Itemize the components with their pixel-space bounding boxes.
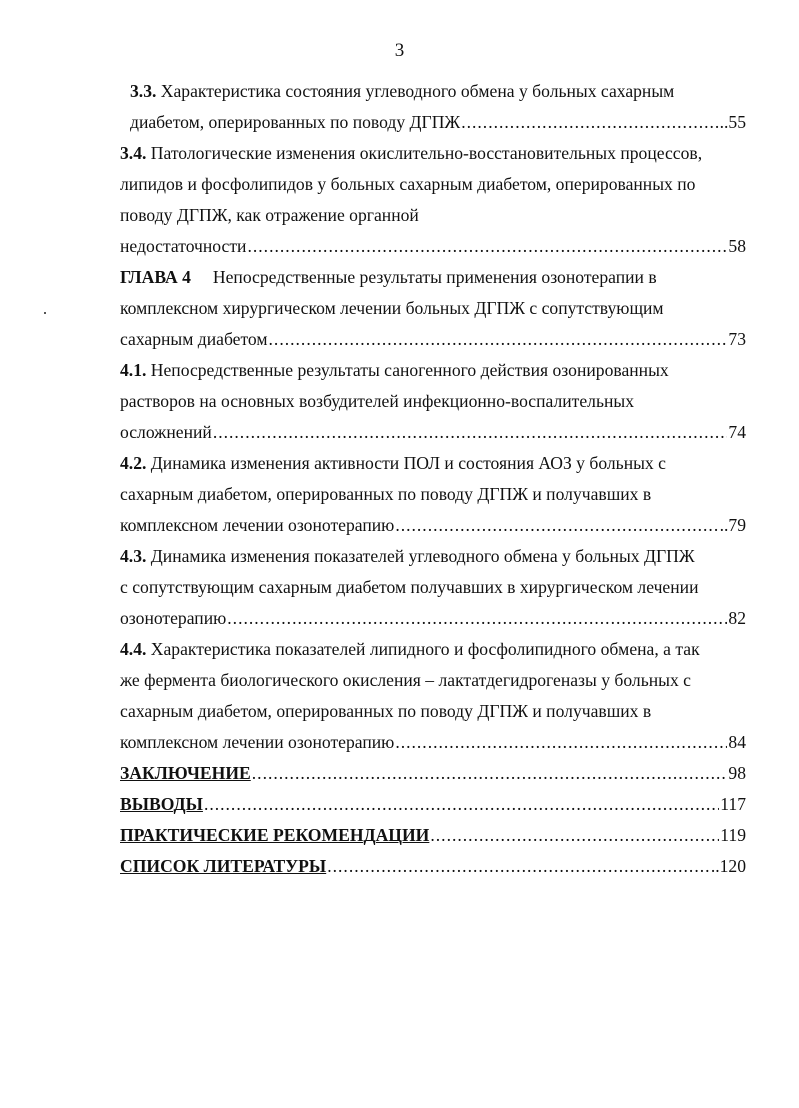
dot-leader xyxy=(327,851,710,882)
page-ref: 58 xyxy=(728,236,746,256)
section-title-line: комплексном лечении озонотерапию xyxy=(120,732,395,752)
section-title-line: сахарным диабетом, оперированных по поводу ДГПЖ и получавших в xyxy=(120,701,652,721)
section-title-line: же фермента биологического окисления – лактатдегидрогеназы у больных с xyxy=(120,670,691,690)
section-title-line: диабетом, оперированных по поводу ДГПЖ xyxy=(130,112,461,132)
section-title: СПИСОК ЛИТЕРАТУРЫ xyxy=(120,856,327,876)
scan-speck xyxy=(44,312,46,314)
section-title: ВЫВОДЫ xyxy=(120,794,203,814)
section-title-line: Динамика изменения активности ПОЛ и состояния АОЗ у больных с xyxy=(146,453,666,473)
section-title-line: Непосредственные результаты саногенного действия озонированных xyxy=(146,360,669,380)
dot-leader xyxy=(430,820,719,851)
section-title-line: растворов на основных возбудителей инфекционно-воспалительных xyxy=(120,391,635,411)
toc-entry-chapter-4[interactable] xyxy=(120,262,746,355)
section-title-line: озонотерапию xyxy=(120,608,227,628)
toc-entry-4-3[interactable] xyxy=(120,541,746,634)
section-title-line: липидов и фосфолипидов у больных сахарным диабетом, оперированных по xyxy=(120,174,696,194)
section-number: 3.4. xyxy=(120,143,147,163)
toc-entry-recommendations[interactable] xyxy=(120,820,746,851)
page-ref: 98 xyxy=(728,763,746,783)
section-number: 4.1. xyxy=(120,360,147,380)
toc-entry-references[interactable] xyxy=(120,851,746,882)
dot-leader xyxy=(252,758,728,789)
toc-entry-conclusion[interactable] xyxy=(120,758,746,789)
toc-entry-findings[interactable] xyxy=(120,789,746,820)
section-title-line: Характеристика показателей липидного и фосфолипидного обмена, а так xyxy=(146,639,700,659)
chapter-title-line: Непосредственные результаты применения озонотерапии в xyxy=(212,267,657,287)
section-title: ЗАКЛЮЧЕНИЕ xyxy=(120,763,251,783)
dot-leader xyxy=(247,231,727,262)
toc-entry-3-3[interactable] xyxy=(120,76,746,138)
dot-leader xyxy=(395,510,718,541)
page-ref: ..79 xyxy=(719,515,746,535)
page-ref: 119 xyxy=(720,825,746,845)
page-number: 3 xyxy=(394,40,405,61)
chapter-title-line: сахарным диабетом xyxy=(120,329,268,349)
section-title-line: Характеристика состояния углеводного обмена у больных сахарным xyxy=(156,81,675,101)
dot-leader xyxy=(227,603,727,634)
section-number: 4.3. xyxy=(120,546,147,566)
dot-leader xyxy=(213,417,728,448)
page-ref: 73 xyxy=(728,329,746,349)
section-title-line: осложнений xyxy=(120,422,212,442)
section-title-line: Динамика изменения показателей углеводного обмена у больных ДГПЖ xyxy=(146,546,695,566)
toc-entry-4-1[interactable] xyxy=(120,355,746,448)
page-ref: ..120 xyxy=(710,856,746,876)
section-title-line: комплексном лечении озонотерапию xyxy=(120,515,395,535)
toc-entry-4-4[interactable] xyxy=(120,634,746,758)
dot-leader xyxy=(395,727,727,758)
page-ref: 82 xyxy=(728,608,746,628)
toc-entry-3-4[interactable] xyxy=(120,138,746,262)
page-ref: 84 xyxy=(728,732,746,752)
section-title-line: недостаточности xyxy=(120,236,247,256)
chapter-title-line: комплексном хирургическом лечении больных ДГПЖ с сопутствующим xyxy=(120,298,664,318)
table-of-contents xyxy=(120,76,746,882)
section-title-line: Патологические изменения окислительно-восстановительных процессов, xyxy=(146,143,703,163)
page-ref: 74 xyxy=(728,422,746,442)
section-number: 4.4. xyxy=(120,639,147,659)
section-title-line: поводу ДГПЖ, как отражение органной xyxy=(120,205,419,225)
dot-leader xyxy=(204,789,719,820)
dot-leader xyxy=(461,107,718,138)
chapter-label: ГЛАВА 4 xyxy=(120,267,191,287)
section-title: ПРАКТИЧЕСКИЕ РЕКОМЕНДАЦИИ xyxy=(120,825,430,845)
page-ref: 117 xyxy=(720,794,746,814)
dot-leader xyxy=(269,324,728,355)
section-number: 3.3. xyxy=(130,81,157,101)
section-number: 4.2. xyxy=(120,453,147,473)
page-ref: ..55 xyxy=(719,112,746,132)
toc-entry-4-2[interactable] xyxy=(120,448,746,541)
section-title-line: сахарным диабетом, оперированных по поводу ДГПЖ и получавших в xyxy=(120,484,652,504)
section-title-line: с сопутствующим сахарным диабетом получавших в хирургическом лечении xyxy=(120,577,699,597)
